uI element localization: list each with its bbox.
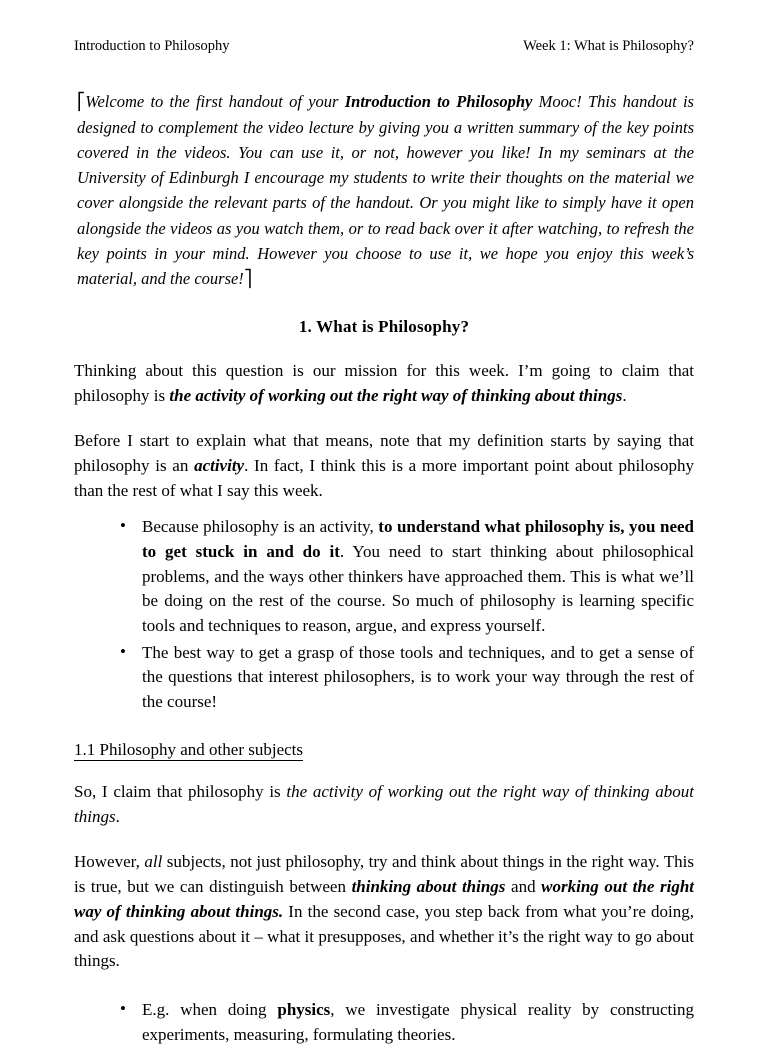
paragraph-three-part2: .: [115, 807, 120, 827]
paragraph-one: [74, 359, 694, 409]
header-right-title: Week 1: What is Philosophy?: [523, 38, 694, 54]
paragraph-four-part1: However,: [74, 852, 145, 872]
paragraph-four-em-thinking: thinking about things: [351, 876, 506, 896]
paragraph-one-part1: Thinking about this question is our mission for this week. I’m going to claim that philosophy is: [74, 361, 694, 406]
paragraph-two-part2: . In fact, I think this is a more important point about philosophy than the rest of what I say this week.: [74, 455, 695, 500]
bullet-physics-part1: E.g. when doing: [142, 1000, 278, 1020]
bullet-one-part2: . You need to start thinking about philosophical problems, and the ways other thinkers have approached them. This is what we’ll be doing on the rest of the course. So much of philosophy is learning specific tools and techniques to reason, argue, and express yourself.: [142, 541, 694, 635]
paragraph-four: [74, 850, 694, 974]
paragraph-four-part2: subjects, not just philosophy, try and think about things in the right way. This is true, but we can distinguish between: [74, 852, 695, 896]
paragraph-four-part3: and: [505, 876, 542, 896]
bullet-two-part1: The best way to get a grasp of those tools and techniques, and to get a sense of the questions that interest philosophers, is to work your way through the rest of the course!: [142, 642, 694, 711]
subsection-heading: [74, 740, 694, 760]
paragraph-two-part1: Before I start to explain what that means, note that my definition starts by saying that philosophy is an: [74, 430, 694, 475]
bullet-list-one: [74, 515, 694, 714]
bullet-list-two: [74, 998, 694, 1047]
intro-part2: Mooc! This handout is designed to complement the video lecture by giving you a written summary of the key points covered in the videos. You can use it, or not, however you like! In my seminars at the University of Edinburgh I encourage my students to write their thoughts on the material we cover alongside the relevant parts of the handout. Or you might like to simply have it open alongside the videos as you watch them, or to read back over it after watching, to refresh the key points in your mind. However you choose to use it, we hope you enjoy this week’s material, and the course!: [77, 92, 694, 289]
paragraph-three: [74, 780, 694, 830]
paragraph-one-emphasis: the activity of working out the right way of thinking about things: [169, 386, 623, 406]
paragraph-four-em-all: all: [144, 852, 163, 872]
bullet-physics-bold: physics: [277, 1000, 331, 1020]
list-item: [120, 998, 694, 1047]
intro-open-bracket: ⎡: [77, 92, 86, 112]
section-heading: 1. What is Philosophy?: [298, 317, 470, 337]
bullet-one-part1: Because philosophy is an activity,: [142, 517, 379, 537]
bullet-physics-part2: , we investigate physical reality by constructing experiments, measuring, formulating theories.: [142, 1000, 694, 1044]
intro-bold-course-name: Introduction to Philosophy: [344, 92, 533, 112]
paragraph-four-em-working: working out the right way of thinking about things.: [74, 876, 694, 921]
subsection-heading-text: 1.1 Philosophy and other subjects: [74, 740, 304, 760]
intro-close-bracket: ⎤: [243, 269, 253, 289]
intro-paragraph: [77, 89, 694, 291]
paragraph-three-emphasis: the activity of working out the right way of thinking about things: [74, 782, 694, 827]
bullet-one-bold: to understand what philosophy is, you need to get stuck in and do it: [142, 517, 695, 561]
intro-part1: Welcome to the first handout of your: [85, 92, 345, 112]
paragraph-two-emphasis: activity: [194, 455, 245, 475]
list-item: [120, 515, 694, 638]
paragraph-two: [74, 429, 694, 503]
list-item: [120, 641, 694, 715]
paragraph-four-part4: In the second case, you step back from what you’re doing, and ask questions about it – what it presupposes, and whether it’s the right way to go about things.: [74, 901, 694, 971]
header-left-title: Introduction to Philosophy: [74, 38, 230, 54]
paragraph-three-part1: So, I claim that philosophy is: [74, 782, 287, 802]
page-header: [74, 38, 694, 55]
paragraph-one-part2: .: [622, 386, 627, 406]
